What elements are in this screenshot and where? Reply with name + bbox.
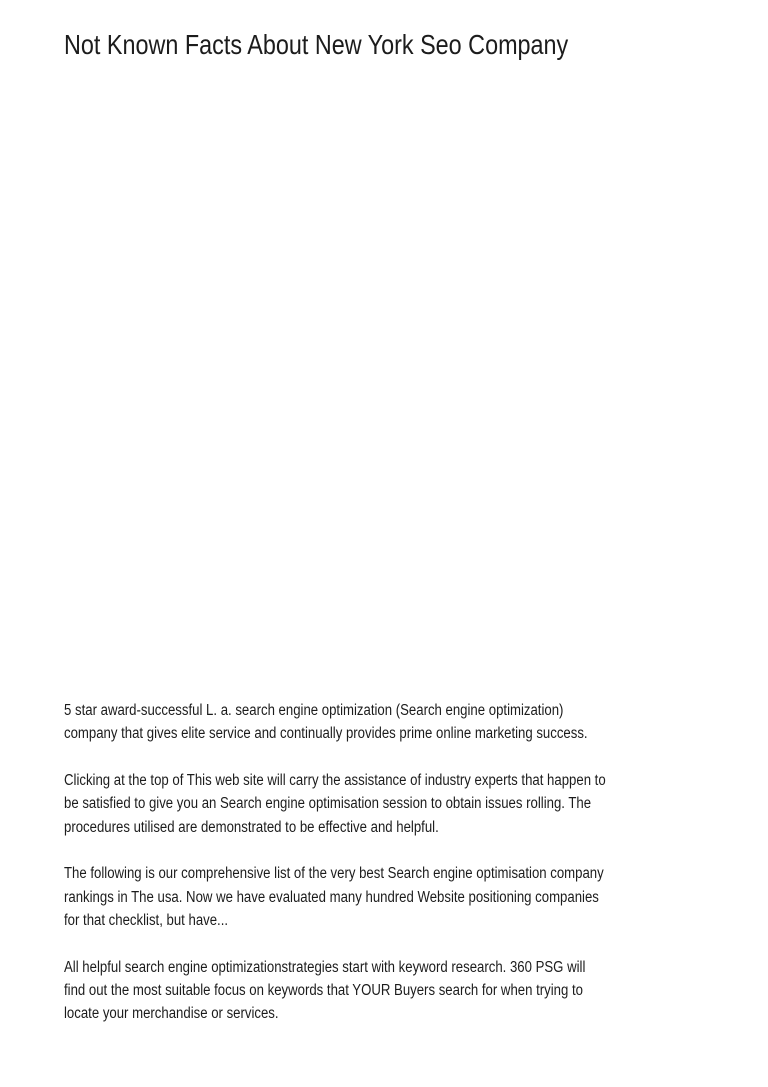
- paragraph-2: [64, 769, 606, 839]
- text-line: find out the most suitable focus on keywords that YOUR Buyers search for when trying to: [64, 981, 583, 999]
- paragraph-4: [64, 956, 606, 1026]
- text-line: All helpful search engine optimizationstrategies start with keyword research. 360 PSG will: [64, 958, 586, 976]
- document-title: Not Known Facts About New York Seo Company: [64, 29, 569, 60]
- text-line: be satisfied to give you an Search engine optimisation session to obtain issues rolling. The: [64, 795, 592, 813]
- text-line: locate your merchandise or services.: [64, 1005, 279, 1023]
- text-line: company that gives elite service and continually provides prime online marketing success.: [64, 725, 588, 743]
- paragraph-3: [64, 862, 606, 932]
- text-line: The following is our comprehensive list of the very best Search engine optimisation company: [64, 865, 604, 883]
- text-line: 5 star award-successful L. a. search engine optimization (Search engine optimization): [64, 702, 564, 719]
- text-line: rankings in The usa. Now we have evaluated many hundred Website positioning companies: [64, 888, 599, 906]
- text-line: for that checklist, but have...: [64, 911, 229, 929]
- text-line: Clicking at the top of This web site will carry the assistance of industry experts that happen to: [64, 771, 606, 789]
- document-body: [64, 699, 701, 1049]
- paragraph-1: [64, 699, 606, 746]
- text-line: procedures utilised are demonstrated to be effective and helpful.: [64, 818, 439, 836]
